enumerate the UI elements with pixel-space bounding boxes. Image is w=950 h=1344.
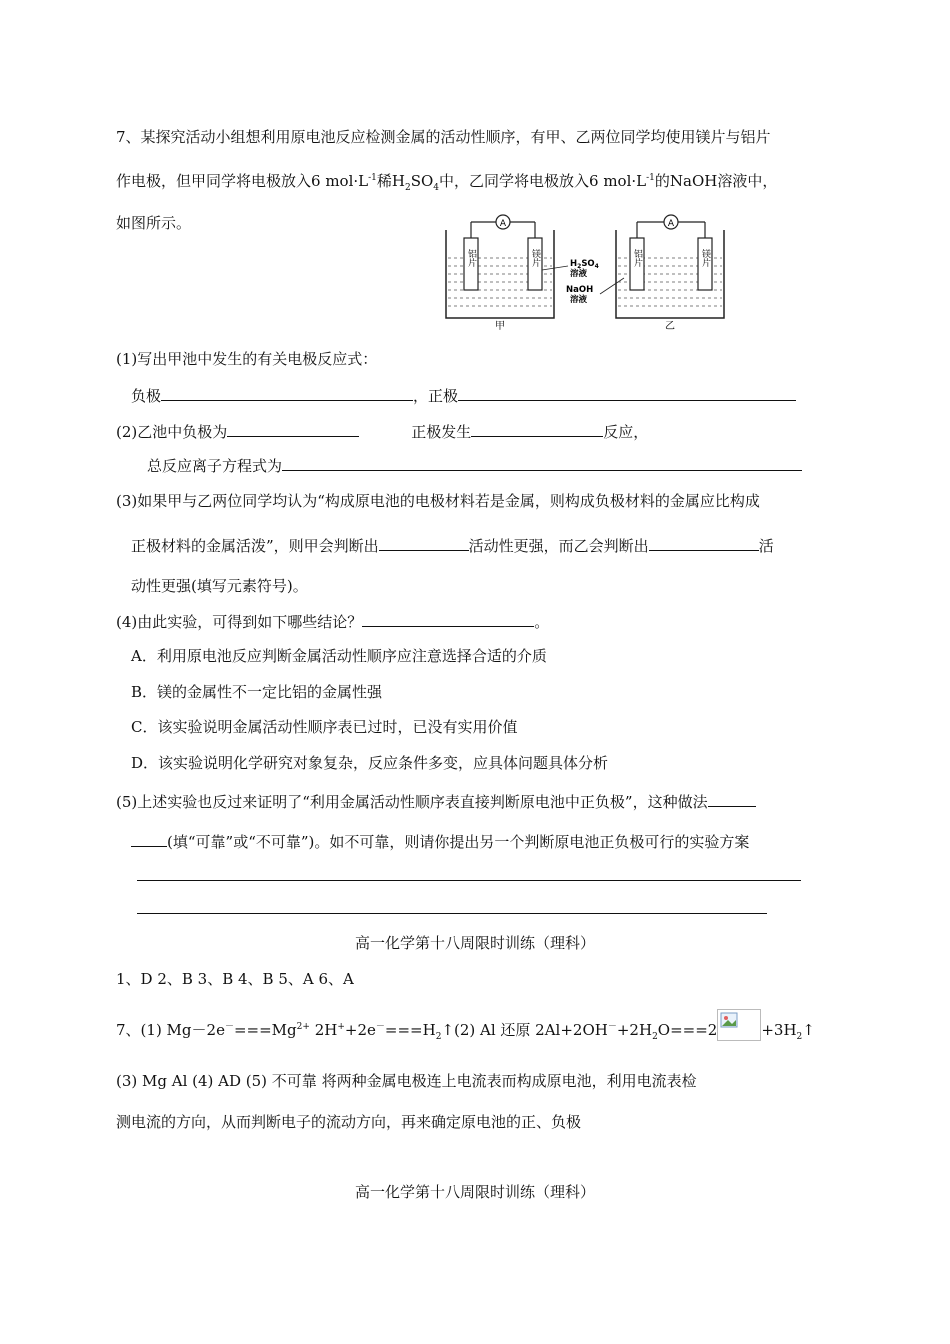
blank-p2-negative[interactable] bbox=[227, 420, 359, 437]
h2so4-label: $H_2SO_4$ bbox=[570, 259, 599, 270]
mc-answers: 1、D 2、B 3、B 4、B 5、A 6、A bbox=[116, 970, 354, 988]
right-electrode-label-2: 镁片 bbox=[700, 249, 710, 267]
left-electrode-label: 铝片 bbox=[466, 249, 476, 267]
option-b: B．镁的金属性不一定比铝的金属性强 bbox=[131, 683, 383, 701]
part5-line1: (5)上述实验也反过来证明了“利用金属活动性顺序表直接判断原电池中正负极”，这种做法 bbox=[116, 790, 756, 812]
answers-title: 高一化学第十八周限时训练（理科） bbox=[354, 934, 595, 952]
part3-line1: (3)如果甲与乙两位同学均认为“构成原电池的电极材料若是金属，则构成负极材料的金属应比构成 bbox=[116, 492, 760, 510]
broken-image-icon bbox=[717, 1009, 761, 1041]
blank-plan-line-1[interactable] bbox=[137, 866, 801, 881]
q7-line2: 作电极，但甲同学将电极放入6 $mol\cdot L^{-1}$稀$H_2SO_4$中，乙同学将电极放入6 $mol\cdot L^{-1}$的NaOH溶液中， bbox=[116, 172, 778, 193]
right-electrode-label: 镁片 bbox=[530, 249, 540, 267]
cell-left-label: 甲 bbox=[495, 321, 505, 332]
option-d: D．该实验说明化学研究对象复杂，反应条件多变，应具体问题具体分析 bbox=[131, 754, 609, 772]
footer-title: 高一化学第十八周限时训练（理科） bbox=[354, 1183, 595, 1201]
blank-negative[interactable] bbox=[161, 384, 413, 401]
blank-positive[interactable] bbox=[458, 384, 796, 401]
blank-conclusions[interactable] bbox=[362, 610, 534, 627]
solution-label-1: 溶液 bbox=[570, 269, 588, 279]
q7-line3: 如图所示。 bbox=[116, 214, 192, 232]
option-c: C．该实验说明金属活动性顺序表已过时，已没有实用价值 bbox=[131, 718, 518, 736]
part5-line2: (填“可靠”或“不可靠”)。如不可靠，则请你提出另一个判断原电池正负极可行的实验方案 bbox=[131, 830, 749, 852]
blank-jia[interactable] bbox=[379, 534, 469, 551]
naoh-label: NaOH bbox=[566, 285, 594, 295]
option-a: A．利用原电池反应判断金属活动性顺序应注意选择合适的介质 bbox=[131, 647, 547, 665]
cell-right-label: 乙 bbox=[665, 321, 675, 332]
answer-part3: (3) Mg Al (4) AD (5) 不可靠 将两种金属电极连上电流表而构成原电池，利用电流表检 bbox=[116, 1072, 697, 1090]
meter-label-left: A bbox=[499, 219, 507, 229]
blank-reliable-2[interactable] bbox=[131, 830, 167, 847]
answer-part3-cont: 测电流的方向，从而判断电子的流动方向，再来确定原电池的正、负极 bbox=[116, 1113, 582, 1131]
blank-total-equation[interactable] bbox=[282, 454, 802, 471]
left-electrode-label-2: 铝片 bbox=[632, 249, 642, 267]
part3-line3: 动性更强(填写元素符号)。 bbox=[131, 577, 308, 595]
blank-yi[interactable] bbox=[649, 534, 759, 551]
part1-answers: 负极 ，正极 bbox=[131, 384, 796, 406]
q7-answer-line: 7、(1) $Mg-2e^-===Mg^{2+}$ $2H^++2e^-===H_2↑(2)$ Al 还原 $2Al+2OH^-+2H_2O===2$ $+3H_2↑$ bbox=[116, 1015, 815, 1047]
part4-line: (4)由此实验，可得到如下哪些结论？ 。 bbox=[116, 610, 549, 632]
q7-line1: 7、某探究活动小组想利用原电池反应检测金属的活动性顺序，有甲、乙两位同学均使用镁片与铝片 bbox=[116, 128, 771, 146]
part3-line2: 正极材料的金属活泼”，则甲会判断出 活动性更强，而乙会判断出 活 bbox=[131, 534, 774, 556]
part2-line: (2)乙池中负极为 正极发生 反应， bbox=[116, 420, 648, 442]
blank-p2-reaction[interactable] bbox=[471, 420, 603, 437]
meter-label-right: A bbox=[667, 219, 675, 229]
blank-reliable-1[interactable] bbox=[708, 790, 756, 807]
galvanic-cell-diagram bbox=[442, 208, 742, 338]
part1-heading: (1)写出甲池中发生的有关电极反应式： bbox=[116, 350, 378, 368]
part2-total: 总反应离子方程式为 bbox=[147, 454, 802, 476]
blank-plan-line-2[interactable] bbox=[137, 899, 767, 914]
solution-label-2: 溶液 bbox=[570, 295, 588, 305]
